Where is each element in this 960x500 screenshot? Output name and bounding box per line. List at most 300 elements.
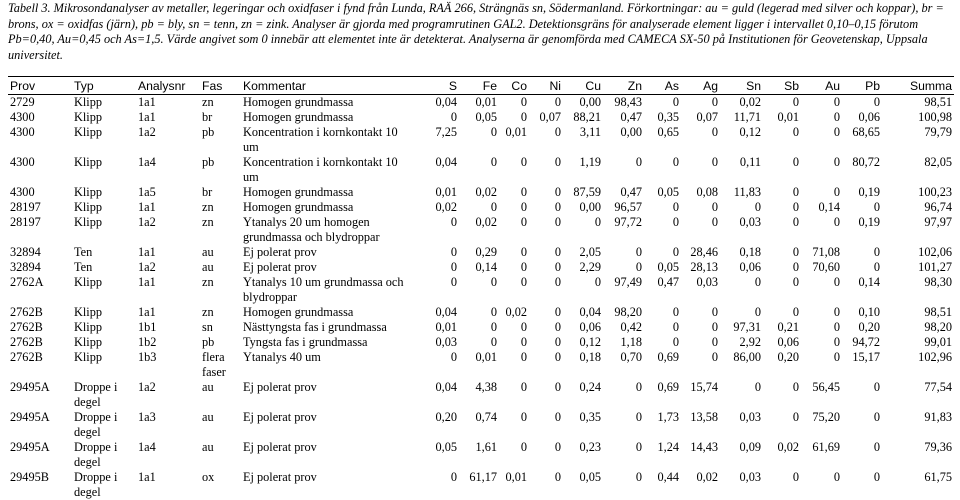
cell-as: 0,44 [644, 470, 681, 500]
table-row [8, 380, 954, 410]
cell-co: 0,02 [499, 305, 529, 320]
cell-as: 0 [644, 95, 681, 111]
cell-typ: Klipp [72, 305, 136, 320]
cell-pb: 94,72 [842, 335, 882, 350]
cell-co: 0 [499, 200, 529, 215]
cell-sn: 0,06 [720, 260, 763, 275]
cell-typ: Droppe i degel [72, 470, 136, 500]
cell-cu: 88,21 [563, 110, 603, 125]
cell-co: 0 [499, 155, 529, 185]
cell-sb: 0 [763, 185, 801, 200]
cell-fas: zn [200, 275, 241, 305]
column-header-pb: Pb [842, 77, 882, 95]
cell-analysnr: 1a2 [136, 260, 200, 275]
cell-summa: 91,83 [882, 410, 954, 440]
cell-cu: 0,04 [563, 305, 603, 320]
cell-sb: 0,20 [763, 350, 801, 380]
cell-au: 0 [801, 470, 842, 500]
cell-analysnr: 1a4 [136, 440, 200, 470]
cell-kommentar: Ej polerat prov [241, 410, 407, 440]
cell-as: 0,69 [644, 380, 681, 410]
cell-analysnr: 1b2 [136, 335, 200, 350]
cell-sn: 0 [720, 275, 763, 305]
cell-fe: 0 [459, 320, 499, 335]
cell-sn: 11,71 [720, 110, 763, 125]
cell-ag: 0 [681, 335, 720, 350]
cell-fe: 0,14 [459, 260, 499, 275]
cell-analysnr: 1a1 [136, 110, 200, 125]
cell-sb: 0 [763, 200, 801, 215]
cell-sb: 0 [763, 215, 801, 245]
cell-fe: 0,05 [459, 110, 499, 125]
cell-co: 0,01 [499, 125, 529, 155]
cell-analysnr: 1b3 [136, 350, 200, 380]
table-row [8, 320, 954, 335]
cell-pb: 0 [842, 95, 882, 111]
cell-cu: 0,06 [563, 320, 603, 335]
cell-ni: 0 [529, 125, 563, 155]
cell-pb: 0 [842, 440, 882, 470]
cell-typ: Ten [72, 245, 136, 260]
cell-kommentar: Homogen grundmassa [241, 110, 407, 125]
cell-ag: 0 [681, 125, 720, 155]
table-row [8, 215, 954, 245]
cell-as: 1,24 [644, 440, 681, 470]
cell-co: 0 [499, 320, 529, 335]
cell-prov: 4300 [8, 125, 72, 155]
table-row [8, 200, 954, 215]
cell-au: 75,20 [801, 410, 842, 440]
cell-as: 0 [644, 200, 681, 215]
cell-kommentar: Koncentration i kornkontakt 10 um [241, 125, 407, 155]
cell-summa: 82,05 [882, 155, 954, 185]
table-row [8, 440, 954, 470]
cell-summa: 98,30 [882, 275, 954, 305]
cell-analysnr: 1a1 [136, 200, 200, 215]
cell-prov: 2762B [8, 335, 72, 350]
cell-ag: 0 [681, 200, 720, 215]
cell-prov: 29495A [8, 410, 72, 440]
cell-sb: 0 [763, 410, 801, 440]
cell-fas: au [200, 260, 241, 275]
cell-analysnr: 1a1 [136, 275, 200, 305]
cell-sn: 0,03 [720, 410, 763, 440]
cell-co: 0 [499, 275, 529, 305]
cell-s: 0,01 [407, 185, 459, 200]
cell-fas: au [200, 440, 241, 470]
cell-sn: 0,18 [720, 245, 763, 260]
cell-zn: 0,42 [603, 320, 644, 335]
cell-kommentar: Ej polerat prov [241, 440, 407, 470]
cell-prov: 29495A [8, 380, 72, 410]
cell-typ: Ten [72, 260, 136, 275]
cell-s: 0 [407, 110, 459, 125]
cell-co: 0,01 [499, 470, 529, 500]
cell-kommentar: Homogen grundmassa [241, 305, 407, 320]
cell-fe: 0 [459, 305, 499, 320]
cell-ni: 0 [529, 470, 563, 500]
cell-summa: 79,36 [882, 440, 954, 470]
table-row [8, 110, 954, 125]
cell-prov: 28197 [8, 200, 72, 215]
cell-au: 0,14 [801, 200, 842, 215]
cell-zn: 0 [603, 380, 644, 410]
cell-prov: 2762A [8, 275, 72, 305]
cell-sb: 0 [763, 380, 801, 410]
cell-au: 0 [801, 350, 842, 380]
cell-as: 0,47 [644, 275, 681, 305]
cell-kommentar: Ej polerat prov [241, 245, 407, 260]
column-header-prov: Prov [8, 77, 72, 95]
cell-pb: 0 [842, 380, 882, 410]
column-header-as: As [644, 77, 681, 95]
cell-s: 0,04 [407, 305, 459, 320]
cell-co: 0 [499, 440, 529, 470]
cell-kommentar: Homogen grundmassa [241, 95, 407, 111]
cell-s: 0 [407, 470, 459, 500]
column-header-summa: Summa [882, 77, 954, 95]
analysis-table [8, 76, 954, 500]
cell-s: 0,04 [407, 155, 459, 185]
cell-s: 0 [407, 245, 459, 260]
cell-prov: 28197 [8, 215, 72, 245]
cell-sn: 0,11 [720, 155, 763, 185]
cell-zn: 0 [603, 440, 644, 470]
cell-typ: Klipp [72, 275, 136, 305]
cell-fe: 0,01 [459, 95, 499, 111]
cell-cu: 0 [563, 215, 603, 245]
cell-analysnr: 1a2 [136, 215, 200, 245]
table-row [8, 335, 954, 350]
column-header-zn: Zn [603, 77, 644, 95]
cell-analysnr: 1a1 [136, 305, 200, 320]
cell-pb: 0,14 [842, 275, 882, 305]
cell-prov: 2762B [8, 305, 72, 320]
cell-ag: 0,08 [681, 185, 720, 200]
cell-sn: 0,09 [720, 440, 763, 470]
cell-fas: au [200, 410, 241, 440]
cell-cu: 2,05 [563, 245, 603, 260]
cell-sn: 0,03 [720, 215, 763, 245]
cell-au: 70,60 [801, 260, 842, 275]
cell-au: 56,45 [801, 380, 842, 410]
cell-as: 0,05 [644, 185, 681, 200]
cell-ni: 0 [529, 215, 563, 245]
cell-ag: 0 [681, 320, 720, 335]
table-header [8, 77, 954, 95]
cell-ni: 0 [529, 200, 563, 215]
cell-kommentar: Ytanalys 20 um homogen grundmassa och blydroppar [241, 215, 407, 245]
cell-au: 0 [801, 155, 842, 185]
cell-typ: Klipp [72, 155, 136, 185]
cell-s: 0,04 [407, 380, 459, 410]
cell-cu: 0,23 [563, 440, 603, 470]
cell-analysnr: 1a3 [136, 410, 200, 440]
cell-summa: 79,79 [882, 125, 954, 155]
cell-ni: 0 [529, 275, 563, 305]
cell-summa: 102,06 [882, 245, 954, 260]
cell-s: 0,04 [407, 95, 459, 111]
cell-ni: 0,07 [529, 110, 563, 125]
cell-typ: Klipp [72, 215, 136, 245]
column-header-sb: Sb [763, 77, 801, 95]
cell-kommentar: Ej polerat prov [241, 470, 407, 500]
cell-sb: 0,01 [763, 110, 801, 125]
cell-zn: 1,18 [603, 335, 644, 350]
cell-pb: 0 [842, 200, 882, 215]
cell-s: 0 [407, 260, 459, 275]
cell-kommentar: Ytanalys 10 um grundmassa och blydroppar [241, 275, 407, 305]
cell-as: 0 [644, 305, 681, 320]
cell-zn: 0,00 [603, 125, 644, 155]
header-row [8, 77, 954, 95]
column-header-fe: Fe [459, 77, 499, 95]
cell-sb: 0 [763, 95, 801, 111]
cell-summa: 101,27 [882, 260, 954, 275]
cell-co: 0 [499, 350, 529, 380]
cell-ag: 0,03 [681, 275, 720, 305]
cell-s: 0 [407, 350, 459, 380]
cell-ag: 14,43 [681, 440, 720, 470]
cell-as: 0 [644, 335, 681, 350]
cell-ni: 0 [529, 410, 563, 440]
cell-ag: 0,02 [681, 470, 720, 500]
cell-kommentar: Ej polerat prov [241, 380, 407, 410]
cell-au: 0 [801, 335, 842, 350]
table-row [8, 260, 954, 275]
cell-sn: 2,92 [720, 335, 763, 350]
cell-fe: 0,02 [459, 185, 499, 200]
cell-sn: 0,02 [720, 95, 763, 111]
cell-typ: Klipp [72, 320, 136, 335]
cell-fas: zn [200, 305, 241, 320]
cell-ag: 0 [681, 350, 720, 380]
cell-zn: 0 [603, 470, 644, 500]
cell-cu: 1,19 [563, 155, 603, 185]
cell-summa: 96,74 [882, 200, 954, 215]
cell-co: 0 [499, 260, 529, 275]
column-header-s: S [407, 77, 459, 95]
cell-fas: zn [200, 215, 241, 245]
cell-co: 0 [499, 110, 529, 125]
cell-pb: 0,19 [842, 215, 882, 245]
cell-analysnr: 1a2 [136, 125, 200, 155]
cell-pb: 0,19 [842, 185, 882, 200]
cell-sn: 0 [720, 305, 763, 320]
cell-ag: 0 [681, 155, 720, 185]
cell-prov: 29495B [8, 470, 72, 500]
cell-sb: 0 [763, 125, 801, 155]
cell-summa: 100,23 [882, 185, 954, 200]
cell-summa: 102,96 [882, 350, 954, 380]
cell-pb: 15,17 [842, 350, 882, 380]
cell-fas: br [200, 110, 241, 125]
cell-fas: zn [200, 200, 241, 215]
cell-ni: 0 [529, 320, 563, 335]
table-row [8, 275, 954, 305]
cell-fas: pb [200, 125, 241, 155]
cell-zn: 0 [603, 260, 644, 275]
cell-sn: 0,03 [720, 470, 763, 500]
cell-summa: 99,01 [882, 335, 954, 350]
cell-pb: 0 [842, 410, 882, 440]
cell-s: 0,01 [407, 320, 459, 335]
cell-sb: 0 [763, 275, 801, 305]
cell-sb: 0,06 [763, 335, 801, 350]
table-body [8, 95, 954, 500]
cell-zn: 97,72 [603, 215, 644, 245]
cell-co: 0 [499, 335, 529, 350]
cell-typ: Klipp [72, 350, 136, 380]
cell-typ: Klipp [72, 110, 136, 125]
cell-au: 0 [801, 275, 842, 305]
cell-pb: 0,06 [842, 110, 882, 125]
cell-ag: 0 [681, 305, 720, 320]
cell-sb: 0 [763, 155, 801, 185]
cell-as: 0 [644, 320, 681, 335]
cell-fe: 0 [459, 155, 499, 185]
cell-fas: sn [200, 320, 241, 335]
cell-summa: 98,20 [882, 320, 954, 335]
cell-pb: 0 [842, 260, 882, 275]
cell-zn: 0,47 [603, 110, 644, 125]
cell-summa: 98,51 [882, 305, 954, 320]
cell-prov: 4300 [8, 155, 72, 185]
cell-co: 0 [499, 215, 529, 245]
cell-fas: ox [200, 470, 241, 500]
cell-as: 0 [644, 155, 681, 185]
cell-fas: flera faser [200, 350, 241, 380]
cell-fe: 0,29 [459, 245, 499, 260]
cell-ni: 0 [529, 380, 563, 410]
cell-analysnr: 1a4 [136, 155, 200, 185]
cell-prov: 29495A [8, 440, 72, 470]
cell-au: 0 [801, 95, 842, 111]
cell-co: 0 [499, 380, 529, 410]
cell-prov: 2729 [8, 95, 72, 111]
cell-fe: 1,61 [459, 440, 499, 470]
cell-ag: 0,07 [681, 110, 720, 125]
cell-au: 0 [801, 125, 842, 155]
cell-s: 0,05 [407, 440, 459, 470]
cell-fas: au [200, 245, 241, 260]
table-row [8, 95, 954, 111]
cell-cu: 0,18 [563, 350, 603, 380]
cell-typ: Klipp [72, 185, 136, 200]
cell-analysnr: 1a2 [136, 380, 200, 410]
cell-zn: 0 [603, 245, 644, 260]
cell-ag: 0 [681, 215, 720, 245]
cell-au: 71,08 [801, 245, 842, 260]
cell-sn: 0,12 [720, 125, 763, 155]
cell-fe: 61,17 [459, 470, 499, 500]
cell-sb: 0 [763, 305, 801, 320]
cell-ag: 0 [681, 95, 720, 111]
cell-summa: 100,98 [882, 110, 954, 125]
cell-summa: 98,51 [882, 95, 954, 111]
cell-co: 0 [499, 410, 529, 440]
cell-typ: Droppe i degel [72, 440, 136, 470]
cell-kommentar: Ytanalys 40 um [241, 350, 407, 380]
cell-s: 0 [407, 275, 459, 305]
cell-kommentar: Koncentration i kornkontakt 10 um [241, 155, 407, 185]
cell-ag: 15,74 [681, 380, 720, 410]
cell-au: 0 [801, 215, 842, 245]
cell-typ: Klipp [72, 95, 136, 111]
table-row [8, 245, 954, 260]
cell-au: 0 [801, 320, 842, 335]
cell-ni: 0 [529, 95, 563, 111]
cell-kommentar: Homogen grundmassa [241, 200, 407, 215]
cell-analysnr: 1a5 [136, 185, 200, 200]
cell-kommentar: Tyngsta fas i grundmassa [241, 335, 407, 350]
cell-zn: 0,70 [603, 350, 644, 380]
cell-as: 0 [644, 245, 681, 260]
cell-au: 0 [801, 185, 842, 200]
column-header-analysnr: Analysnr [136, 77, 200, 95]
cell-fe: 4,38 [459, 380, 499, 410]
cell-cu: 0 [563, 275, 603, 305]
table-row [8, 350, 954, 380]
cell-fe: 0,01 [459, 350, 499, 380]
cell-sb: 0 [763, 260, 801, 275]
cell-ni: 0 [529, 305, 563, 320]
cell-cu: 0,00 [563, 200, 603, 215]
cell-sn: 97,31 [720, 320, 763, 335]
cell-s: 0,20 [407, 410, 459, 440]
cell-prov: 32894 [8, 260, 72, 275]
cell-fe: 0 [459, 275, 499, 305]
column-header-fas: Fas [200, 77, 241, 95]
cell-ni: 0 [529, 350, 563, 380]
cell-sn: 86,00 [720, 350, 763, 380]
cell-typ: Klipp [72, 125, 136, 155]
column-header-cu: Cu [563, 77, 603, 95]
cell-sn: 0 [720, 380, 763, 410]
cell-as: 0,35 [644, 110, 681, 125]
cell-cu: 0,05 [563, 470, 603, 500]
cell-as: 0,65 [644, 125, 681, 155]
cell-ni: 0 [529, 245, 563, 260]
cell-zn: 0 [603, 410, 644, 440]
cell-sb: 0,02 [763, 440, 801, 470]
cell-cu: 0,24 [563, 380, 603, 410]
cell-sb: 0 [763, 245, 801, 260]
cell-sb: 0,21 [763, 320, 801, 335]
cell-typ: Klipp [72, 335, 136, 350]
cell-s: 0,02 [407, 200, 459, 215]
cell-s: 7,25 [407, 125, 459, 155]
cell-au: 0 [801, 110, 842, 125]
cell-prov: 4300 [8, 110, 72, 125]
cell-ag: 28,13 [681, 260, 720, 275]
cell-analysnr: 1a1 [136, 245, 200, 260]
cell-ag: 28,46 [681, 245, 720, 260]
cell-kommentar: Nästtyngsta fas i grundmassa [241, 320, 407, 335]
cell-fe: 0,74 [459, 410, 499, 440]
cell-ni: 0 [529, 185, 563, 200]
cell-pb: 0,20 [842, 320, 882, 335]
table-row [8, 155, 954, 185]
cell-s: 0 [407, 215, 459, 245]
column-header-au: Au [801, 77, 842, 95]
cell-ni: 0 [529, 335, 563, 350]
cell-s: 0,03 [407, 335, 459, 350]
cell-zn: 0 [603, 155, 644, 185]
cell-fe: 0 [459, 335, 499, 350]
cell-ni: 0 [529, 440, 563, 470]
table-row [8, 125, 954, 155]
